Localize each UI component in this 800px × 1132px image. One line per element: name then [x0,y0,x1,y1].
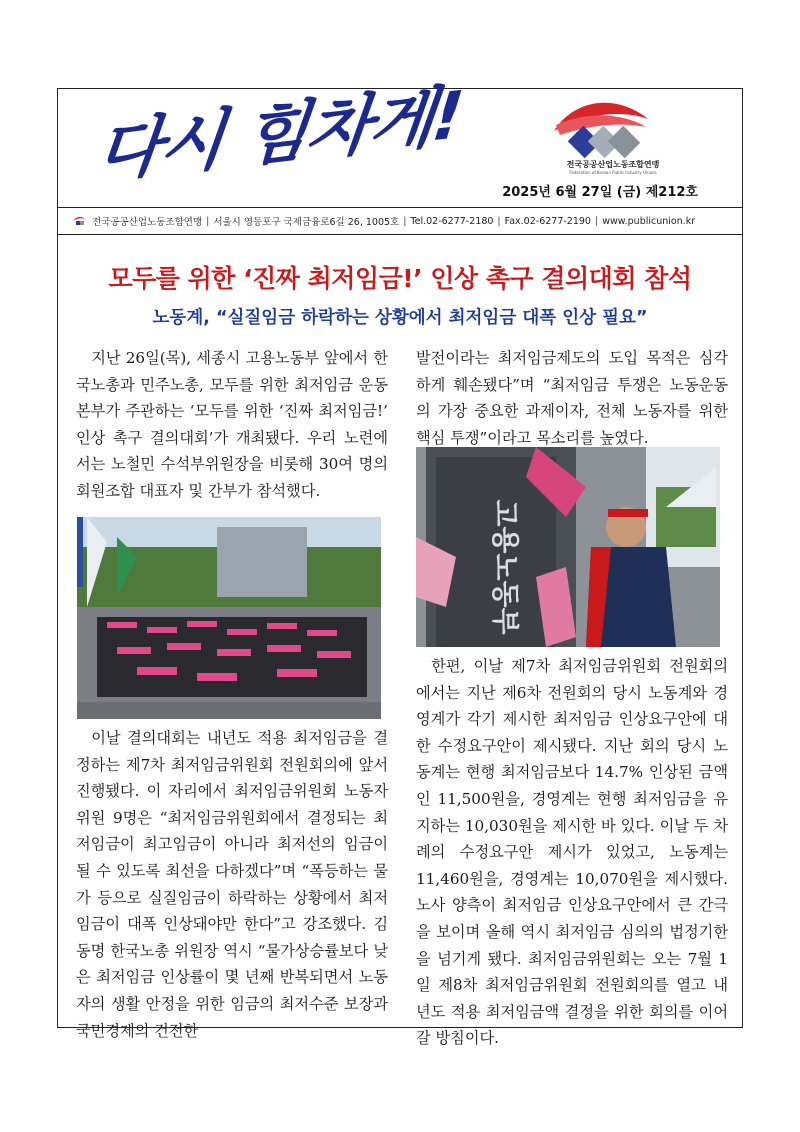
article-paragraph-1: 지난 26일(목), 세종시 고용노동부 앞에서 한국노총과 민주노총, 모두를 위한 최저임금 운동본부가 주관하는 ‘모두를 위한 ‘진짜 최저임금!’ 인상 촉구 결의대회’가 개최됐다. 우리 노련에서는 노철민 수석부위원장을 비롯해 30여 명의 회원조합 대표자 및 간부가 참석했다. [76,349,388,500]
contact-fax: Fax.02-6277-2190 [504,215,591,227]
contact-tel: Tel.02-6277-2180 [410,215,494,227]
article-column-right-top [416,345,728,451]
contact-website: www.publicunion.kr [602,215,696,227]
separator: | [594,215,599,227]
article-column-left-bottom [76,725,388,1044]
contact-org: 전국공공산업노동조합연맹 [92,217,203,228]
logo-org-name-en: Federation of Korean Public Industry Unions [569,170,657,175]
article-headline: 모두를 위한 ‘진짜 최저임금!’ 인상 촉구 결의대회 참석 [108,264,692,293]
article-column-right-bottom [416,653,728,1052]
logo-org-name: 전국공공산업노동조합연맹 [566,160,660,169]
issue-date-number: 2025년 6월 27일 (금) 제212호 [502,185,698,200]
contact-bar [58,207,742,235]
article-subhead: 노동계, “실질임금 하락하는 상황에서 최저임금 대폭 인상 필요” [152,308,648,328]
separator: | [497,215,501,227]
article-column-left-top [76,345,388,505]
ministry-sign-text: 고용노동부 [489,499,522,635]
separator: | [206,215,210,227]
article-paragraph-4: 한편, 이날 제7차 최저임금위원회 전원회의에서는 지난 제6차 전원회의 당시 노동계와 경영계가 각기 제시한 최저임금 인상요구안에 대한 수정요구안이 제시됐다. 지난 회의 당시 노동계는 현행 최저임금보다 14.7% 인상된 금액인 11,500원을, 경영계는 현행 최저임금을 유지하는 10,030원을 제시한 바 있다. 이날 두 차례의 수정요구안 제시가 있었고, 노동계는 11,460원을, 경영계는 10,070원을 제시했다. 노사 양측이 최저임금 인상요구안에서 큰 간극을 보이며 올해 역시 최저임금 심의의 법정기한을 넘기게 됐다. 최저임금위원회는 오는 7월 1일 제8차 최저임금위원회 전원회의를 열고 내년도 적용 최저임금액 결정을 위한 회의를 이어갈 방침이다. [416,657,728,1048]
union-logo-icon [546,97,656,167]
masthead [58,76,742,207]
article-paragraph-2: 이날 결의대회는 내년도 적용 최저임금을 결정하는 제7차 최저임금위원회 전원회의에 앞서 진행됐다. 이 자리에서 최저임금위원회 노동자위원 9명은 “최저임금위원회에서 결정되는 최저임금이 최고임금이 아니라 최저선의 임금이 될 수 있도록 최선을 다하겠다”며 “폭등하는 물가 등으로 실질임금이 하락하는 상황에서 최저임금이 대폭 인상돼야만 한다”고 강조했다. 김동명 한국노총 위원장 역시 “물가상승률보다 낮은 최저임금 인상률이 몇 년째 반복되면서 노동자의 생활 안정을 위한 임금의 최저수준 보장과 국민경제의 건전한 [76,729,388,1040]
ministry-sign-photo [416,447,720,647]
newsletter-page [57,76,743,1048]
rally-crowd-photo [77,517,381,719]
mini-logo-icon [72,216,86,226]
separator: | [403,215,407,227]
article-paragraph-3: 발전이라는 최저임금제도의 도입 목적은 심각하게 훼손됐다”며 “최저임금 투쟁은 노동운동의 가장 중요한 과제이자, 전체 노동자를 위한 핵심 투쟁”이라고 목소리를 높였다. [416,349,728,447]
contact-address: 서울시 영등포구 국제금융로6길 26, 1005호 [213,217,400,228]
newsletter-title: 다시 힘차게! [93,76,466,191]
